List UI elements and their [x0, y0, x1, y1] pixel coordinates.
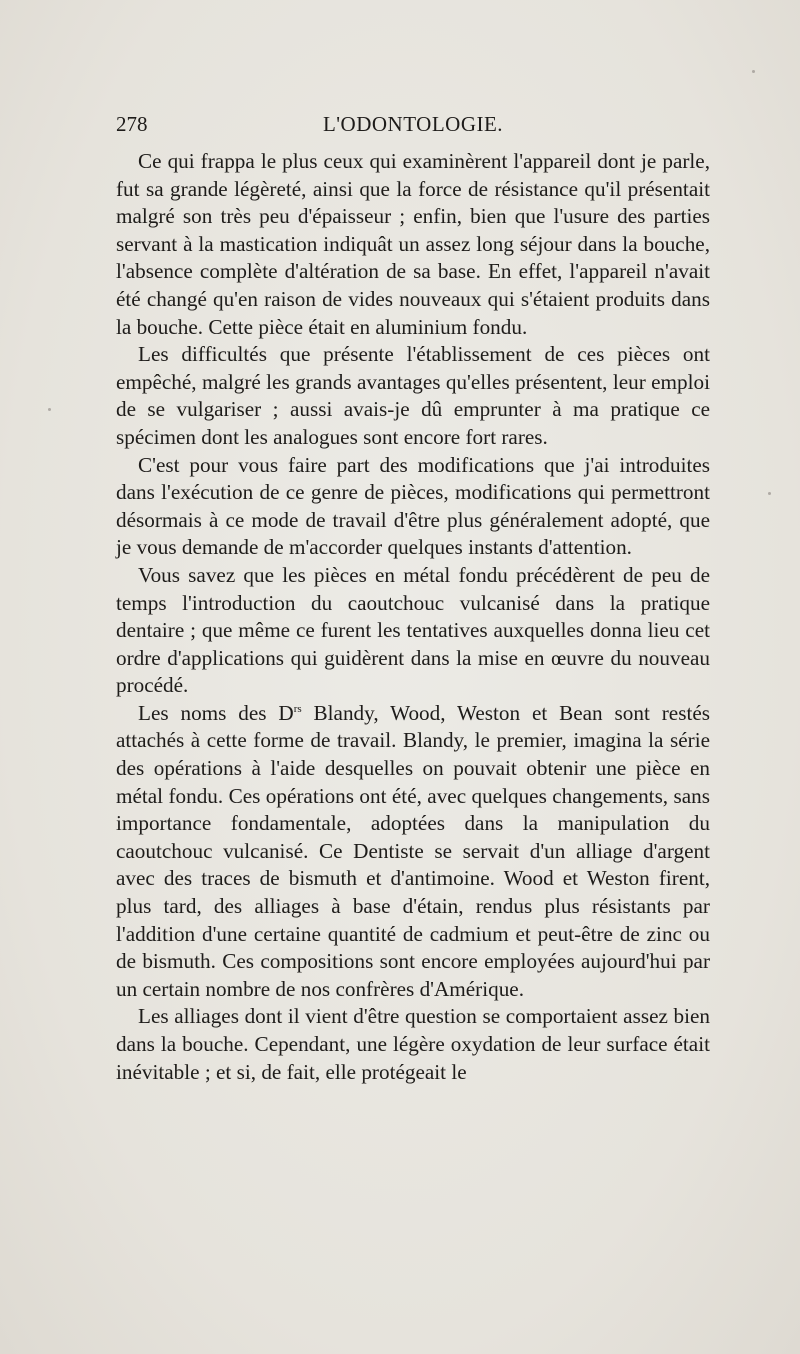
running-title: L'ODONTOLOGIE. — [322, 112, 504, 136]
paragraph-2: Les difficultés que présente l'établissement de ces pièces ont empêché, malgré les grands avantages qu'elles présentent, leur emploi de se vulgariser ; aussi avais-je dû emprunter à ma pratique ce spécimen dont les analogues sont encore fort rares. — [116, 342, 710, 449]
paper-speck — [768, 492, 771, 495]
paragraph-5-rest: Blandy, Wood, Weston et Bean sont restés attachés à cette forme de travail. Blandy, le premier, imagina la série des opérations à l'aide desquelles on pouvait obtenir une pièce en métal fondu. Ces opérations ont été, avec quelques changements, sans importance fondamentale, adoptées dans la manipulation du caoutchouc vulcanisé. Ce Dentiste se servait d'un alliage d'argent avec des traces de bismuth et d'antimoine. Wood et Weston firent, plus tard, des alliages à base d'étain, rendus plus résistants par l'addition d'une certaine quantité de cadmium et peut-être de zinc ou de bismuth. Ces compositions sont encore employées aujourd'hui par un certain nombre de nos confrères d'Amérique. — [116, 700, 710, 1001]
paper-speck — [48, 408, 51, 411]
paragraph-5-start: Les noms des D — [138, 700, 294, 725]
page-header — [116, 112, 710, 142]
doctors-superscript: rs — [293, 702, 302, 715]
paragraph-5 — [116, 700, 710, 1004]
page-number: 278 — [116, 112, 148, 136]
paragraph-1: Ce qui frappa le plus ceux qui examinèrent l'appareil dont je parle, fut sa grande légèreté, ainsi que la force de résistance qu'il présentait malgré son très peu d'épaisseur ; enfin, bien que l'usure des parties servant à la mastication indiquât un assez long séjour dans la bouche, l'absence complète d'altération de sa base. En effet, l'appareil n'avait été changé qu'en raison de vides nouveaux qui s'étaient produits dans la bouche. Cette pièce était en aluminium fondu. — [116, 149, 710, 339]
paragraph-3: C'est pour vous faire part des modifications que j'ai introduites dans l'exécution de ce genre de pièces, modifications qui permettront désormais à ce mode de travail d'être plus généralement adopté, que je vous demande de m'accorder quelques instants d'attention. — [116, 452, 710, 560]
body-text — [116, 148, 710, 1086]
paragraph-6: Les alliages dont il vient d'être question se comportaient assez bien dans la bouche. Cependant, une légère oxydation de leur surface était inévitable ; et si, de fait, elle protégeait le — [116, 1004, 710, 1084]
paper-speck — [752, 70, 755, 73]
paragraph-4: Vous savez que les pièces en métal fondu précédèrent de peu de temps l'introduction du caoutchouc vulcanisé dans la pratique dentaire ; que même ce furent les tentatives auxquelles donna lieu cet ordre d'applications qui guidèrent dans la mise en œuvre du nouveau procédé. — [116, 562, 710, 698]
